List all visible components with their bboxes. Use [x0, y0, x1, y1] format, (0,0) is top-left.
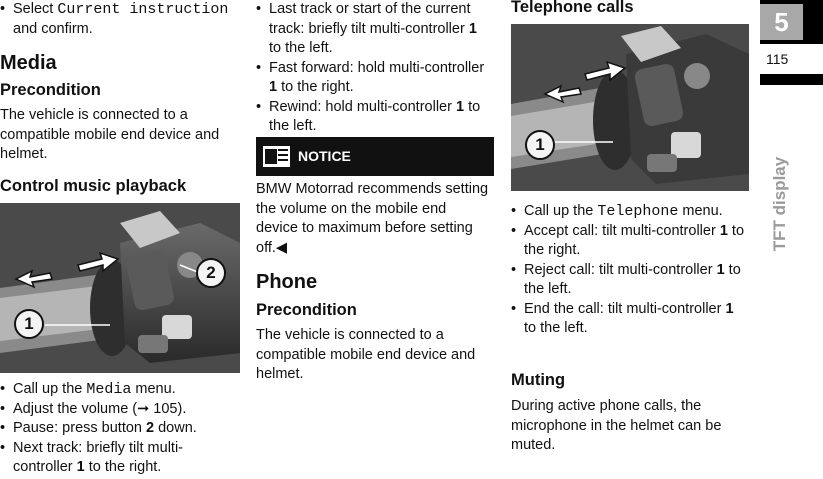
muting-text: During active phone calls, the microphone in the helmet can be muted.: [511, 398, 722, 453]
callout-2: 2: [196, 258, 226, 288]
page-number: 115: [760, 44, 823, 74]
callout-1: 1: [525, 130, 555, 160]
telephone-controls-photo: [511, 24, 749, 191]
list-item: • Fast forward: hold multi-controller 1 to the right.: [256, 59, 491, 98]
step-list-telephone: [511, 202, 749, 339]
handlebar-illustration: [0, 203, 240, 373]
precondition-heading: Precondition: [0, 81, 101, 99]
precondition-text: The vehicle is connected to a compatible mobile end device and helmet.: [0, 107, 220, 162]
notice-label: NOTICE: [298, 148, 351, 164]
list-item: • End the call: tilt multi-controller 1 to the left.: [511, 300, 749, 339]
list-item: • Adjust the volume (➞ 105).: [0, 400, 240, 420]
subheading-control-music: Control music playback: [0, 177, 187, 195]
list-item: • Last track or start of the current track: briefly tilt multi-controller 1 to the left.: [256, 0, 491, 59]
list-item: • Next track: briefly tilt multi-controller 1 to the right.: [0, 439, 240, 478]
list-item: • Accept call: tilt multi-controller 1 to the right.: [511, 222, 749, 261]
list-item: • Call up the Telephone menu.: [511, 202, 749, 222]
chapter-number: 5: [760, 4, 803, 40]
list-item: • Rewind: hold multi-controller 1 to the left.: [256, 98, 491, 137]
notice-text: BMW Motorrad recommends setting the volume on the mobile end device to maximum before setting off.◀: [256, 181, 489, 256]
step-list-tracks: [256, 0, 491, 137]
heading-muting: Muting: [511, 371, 566, 389]
notice-banner: [256, 137, 494, 176]
heading-telephone-calls: Telephone calls: [511, 0, 634, 16]
callout-1: 1: [14, 309, 44, 339]
list-item: • Pause: press button 2 down.: [0, 419, 240, 439]
step-list-select: [0, 0, 240, 39]
notice-icon: [263, 146, 290, 167]
handlebar-illustration: [511, 24, 749, 191]
list-item: • Call up the Media menu.: [0, 380, 240, 400]
section-title-phone: Phone: [256, 271, 318, 293]
list-item: • Reject call: tilt multi-controller 1 to the left.: [511, 261, 749, 300]
step-list-media: [0, 380, 240, 478]
section-title-media: Media: [0, 52, 57, 74]
handlebar-controls-photo: [0, 203, 240, 373]
precondition-text: The vehicle is connected to a compatible mobile end device and helmet.: [256, 327, 476, 382]
side-label: TFT display: [770, 156, 789, 252]
precondition-heading: Precondition: [256, 301, 357, 319]
list-item: • Select Current instruction and confirm.: [0, 0, 240, 39]
